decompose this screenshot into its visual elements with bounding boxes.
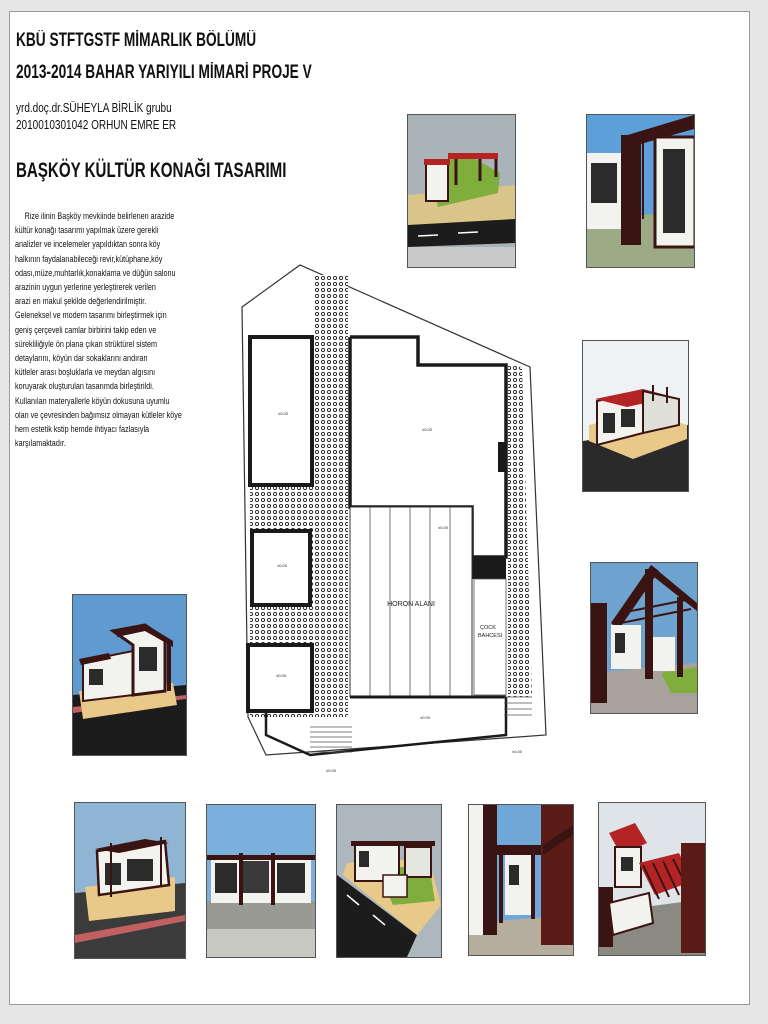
description-line: Kullanılan materyallerle köyün dokusuna uyumlu [15,395,170,406]
render-pergola-courtyard [590,562,698,714]
render-corner-view [582,340,689,492]
description-line: olan ve çevresinden bağımsız olmayan kütleler köye [15,409,182,420]
student-line: 2010010301042 ORHUN EMRE ER [16,118,177,132]
render-roof-detail [598,802,706,956]
project-description [15,209,200,450]
render-aerial-road [407,114,516,268]
description-line: Rize ilinin Başköy mevkiinde belirlenen arazide [24,211,175,221]
description-line: arazinin uygun yerlerine yerleştirerek verilen [15,282,156,293]
horon-area-label: HORON ALANI [387,601,435,608]
elevation-mark: ±0.00 [277,563,287,568]
site-floor-plan [230,257,550,777]
project-title: BAŞKÖY KÜLTÜR KONAĞI TASARIMI [16,159,287,182]
description-line: hem estetik kstip hemde ihtiyacı fazlasıyla [15,424,150,435]
description-line: Geleneksel ve modern tasarımı birleştirmek için [15,310,167,321]
description-line: kültür konağı tasarımı yapılmak üzere gerekli [15,225,159,236]
poster-sheet [9,11,750,1005]
playground-label-2: BAHCESI [478,633,503,639]
elevation-mark: ±0.00 [276,673,286,678]
description-line: koruyarak oluşturulan tasarımda birleştirildi. [15,381,154,392]
elevation-mark: ±0.00 [438,525,448,530]
description-line: odası,müze,muhtarlık,konaklama ve düğün salonu [15,267,176,278]
description-line: halkının faydalanabileceği revir,kütüphane,köy [15,253,163,264]
instructor-line: yrd.doç.dr.SÜHEYLA BİRLİK grubu [16,101,172,115]
description-line: sürekliliğiyle ön plana çıkan strüktürel sistem [15,338,158,349]
elevation-mark: ±0.00 [326,768,336,773]
description-line: karşılamaktadır. [15,438,66,449]
description-line: geniş çerçeveli camlar birbirini takip eden ve [15,324,157,335]
description-line: detaylarını, köyün dar sokaklarını andıran [15,353,148,364]
elevation-mark: ±0.00 [422,427,432,432]
description-line: analizler ve incelemeler yapıldıktan sonra köy [15,239,161,250]
render-street-perspective [72,594,187,756]
elevation-mark: ±0.00 [278,411,288,416]
render-narrow-street [468,804,574,956]
description-line: arazi en makul şekilde değerlendirilmiştir. [15,296,147,307]
course-heading: 2013-2014 BAHAR YARIYILI MİMARİ PROJE V [16,62,312,83]
floor-plan-drawing [230,257,550,777]
render-side-elevation [206,804,316,958]
elevation-mark: ±0.00 [512,749,522,754]
render-front-elevation [74,802,186,959]
department-heading: KBÜ STFTGSTF MİMARLIK BÖLÜMÜ [16,30,257,51]
playground-label-1: ÇOCK [480,625,496,631]
description-line: kütleler arası boşluklarla ve meydan algısını [15,367,156,378]
render-facade-frame [586,114,695,268]
render-aerial-garden [336,804,442,958]
elevation-mark: ±0.00 [420,715,430,720]
